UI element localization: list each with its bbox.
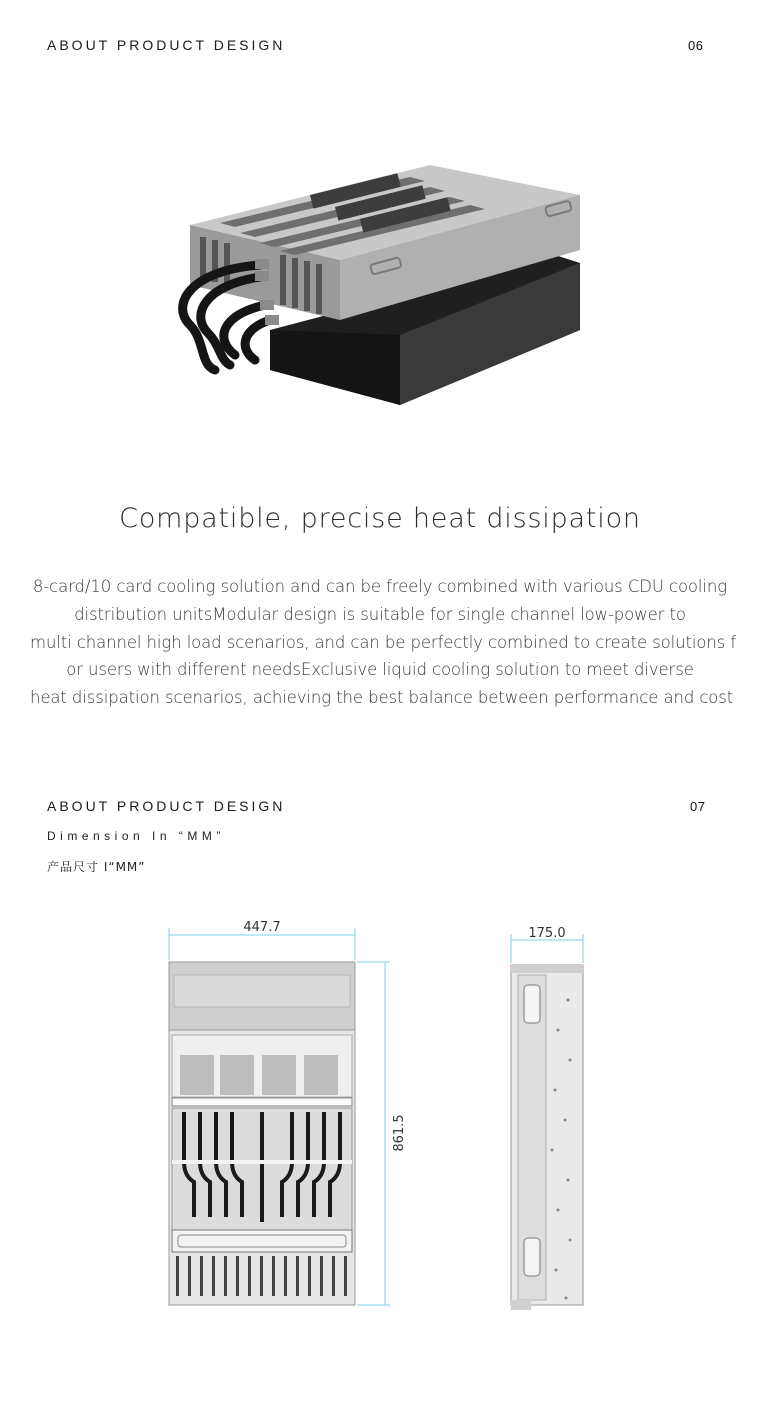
side-dimension-line: [511, 934, 583, 963]
description-line: distribution unitsModular design is suitable for single channel low-power to: [74, 604, 686, 624]
page-number-06: 06: [688, 38, 704, 53]
top-view-drawing: [169, 962, 355, 1305]
side-dimension-value: 175.0: [528, 926, 566, 941]
description-line: 8-card/10 card cooling solution and can be freely combined with various CDU cooling: [32, 577, 728, 596]
description-line: multi channel high load scenarios, and can be perfectly combined to create solutions f: [30, 632, 737, 652]
feature-headline: Compatible, precise heat dissipation: [119, 503, 641, 534]
description-line: heat dissipation scenarios, achieving the best balance between performance and cost: [30, 688, 734, 708]
feature-description: [30, 573, 737, 712]
server-product-image: [160, 155, 600, 425]
side-view-drawing: [511, 965, 583, 1310]
width-dimension-line: [169, 928, 355, 960]
depth-dimension-line: [357, 962, 390, 1305]
dimension-label-cn: 产品尺寸 I“MM”: [47, 860, 146, 874]
page-number-07: 07: [690, 799, 706, 814]
depth-dimension-value: 861.5: [392, 1114, 407, 1152]
section-title-06: ABOUT PRODUCT DESIGN: [47, 37, 286, 53]
section-title-07: ABOUT PRODUCT DESIGN: [47, 798, 286, 814]
description-line: or users with different needsExclusive liquid cooling solution to meet diverse: [66, 660, 694, 680]
dimension-label-en: Dimension In “MM”: [47, 829, 225, 843]
width-dimension-value: 447.7: [243, 920, 281, 935]
